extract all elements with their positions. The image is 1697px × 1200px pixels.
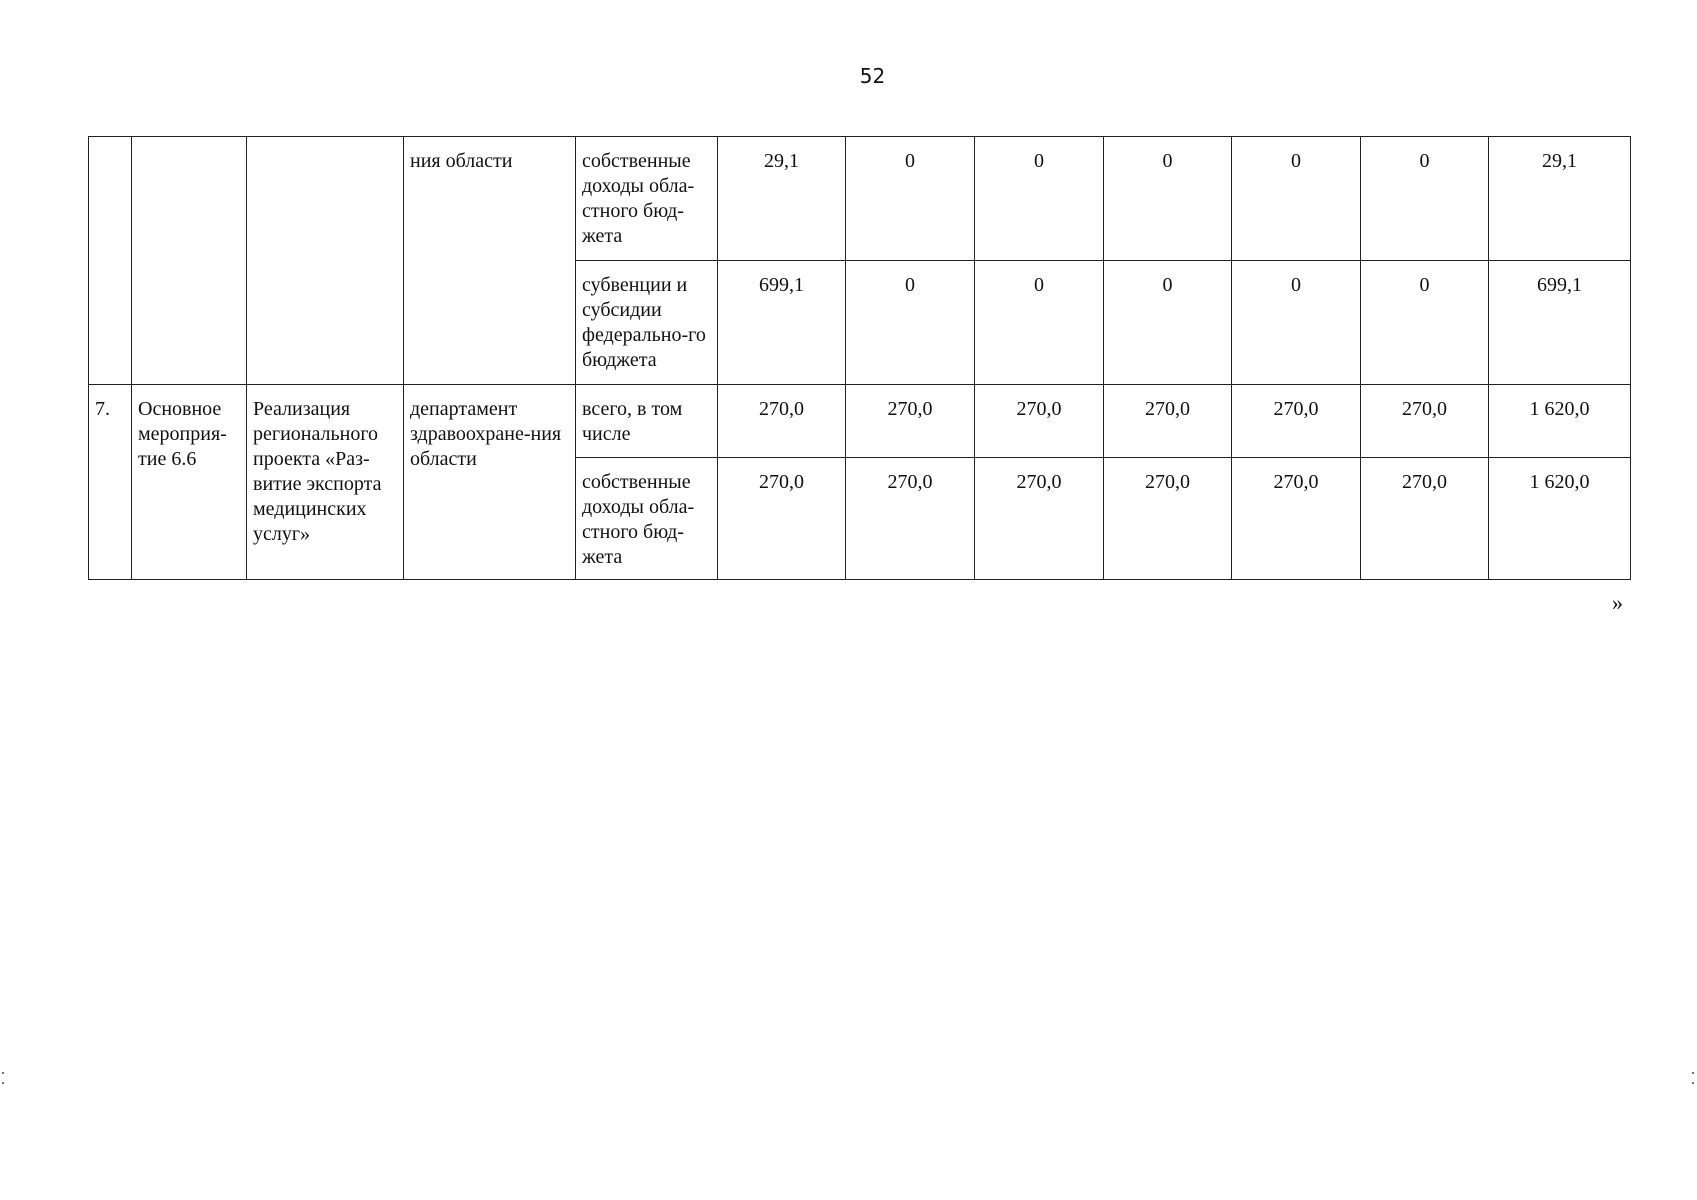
value-cell: 0 xyxy=(1232,261,1361,385)
value-cell: 270,0 xyxy=(1232,385,1361,458)
funding-source-cell: собственные доходы обла-стного бюд-жета xyxy=(576,458,718,580)
scan-artifact xyxy=(2,1072,4,1074)
value-cell: 699,1 xyxy=(718,261,846,385)
value-cell: 270,0 xyxy=(1361,458,1489,580)
value-cell: 270,0 xyxy=(718,458,846,580)
value-cell: 270,0 xyxy=(846,458,975,580)
value-cell: 0 xyxy=(846,137,975,261)
total-value-cell: 29,1 xyxy=(1489,137,1631,261)
funding-source-cell: собственные доходы обла-стного бюд-жета xyxy=(576,137,718,261)
value-cell: 0 xyxy=(1361,261,1489,385)
funding-source-cell: субвенции и субсидии федерально-го бюджета xyxy=(576,261,718,385)
total-value-cell: 1 620,0 xyxy=(1489,385,1631,458)
value-cell: 0 xyxy=(975,261,1104,385)
value-cell: 270,0 xyxy=(975,385,1104,458)
budget-table xyxy=(88,136,1631,580)
total-value-cell: 1 620,0 xyxy=(1489,458,1631,580)
value-cell: 0 xyxy=(975,137,1104,261)
scan-artifact xyxy=(1692,1072,1694,1074)
value-cell: 270,0 xyxy=(718,385,846,458)
activity-name-cell: Основное мероприя-тие 6.6 xyxy=(132,385,247,580)
funding-source-cell: всего, в том числе xyxy=(576,385,718,458)
table-row xyxy=(89,385,1631,458)
value-cell: 0 xyxy=(1104,137,1232,261)
value-cell: 0 xyxy=(1232,137,1361,261)
total-value-cell: 699,1 xyxy=(1489,261,1631,385)
project-name-cell xyxy=(247,137,404,385)
value-cell: 29,1 xyxy=(718,137,846,261)
table-row xyxy=(89,137,1631,261)
value-cell: 270,0 xyxy=(1361,385,1489,458)
row-index-cell: 7. xyxy=(89,385,132,580)
value-cell: 270,0 xyxy=(1104,458,1232,580)
activity-name-cell xyxy=(132,137,247,385)
value-cell: 270,0 xyxy=(846,385,975,458)
executor-cell: ния области xyxy=(404,137,576,385)
scan-artifact xyxy=(1692,1082,1694,1084)
value-cell: 270,0 xyxy=(1104,385,1232,458)
value-cell: 270,0 xyxy=(975,458,1104,580)
value-cell: 0 xyxy=(1104,261,1232,385)
scan-artifact xyxy=(2,1082,4,1084)
page-number: 52 xyxy=(859,64,886,88)
closing-quote-mark: » xyxy=(1612,590,1623,615)
value-cell: 270,0 xyxy=(1232,458,1361,580)
row-index-cell xyxy=(89,137,132,385)
executor-cell: департамент здравоохране-ния области xyxy=(404,385,576,580)
project-name-cell: Реализация регионального проекта «Раз-витие экспорта медицинских услуг» xyxy=(247,385,404,580)
value-cell: 0 xyxy=(846,261,975,385)
value-cell: 0 xyxy=(1361,137,1489,261)
